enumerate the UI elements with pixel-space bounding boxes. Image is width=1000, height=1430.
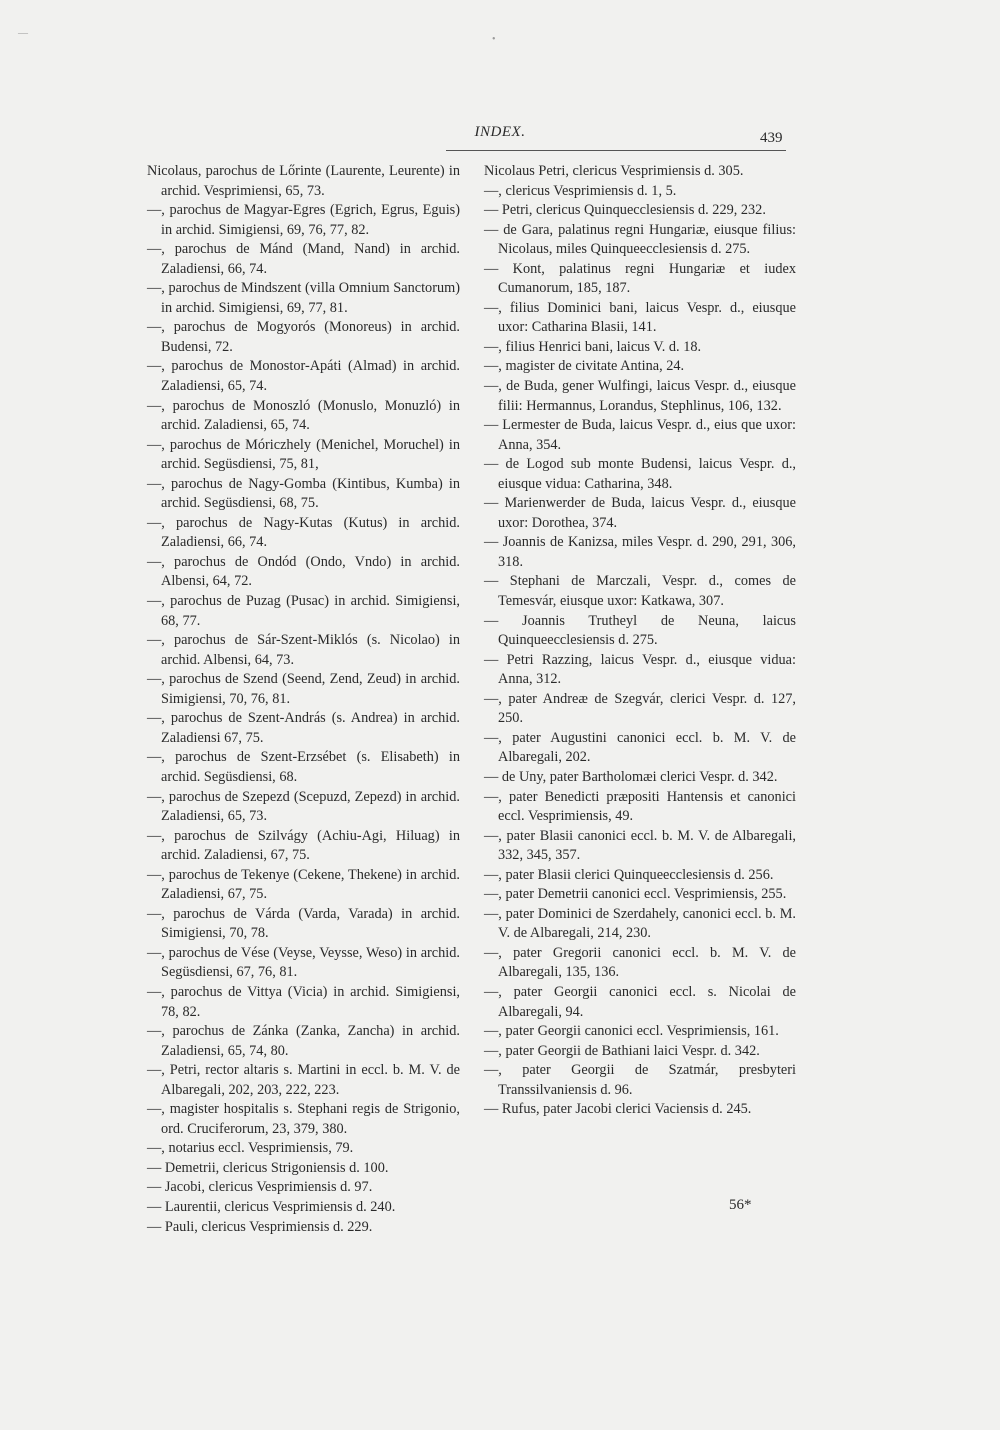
index-entry: —, parochus de Sár-Szent-Miklós (s. Nicolao) in archid. Albensi, 64, 73. [147,632,460,668]
index-entry: —, parochus de Szent-András (s. Andrea) in archid. Zaladiensi 67, 75. [147,710,460,746]
index-entry: — Kont, palatinus regni Hungariæ et iudex Cumanorum, 185, 187. [484,260,796,297]
index-entry: —, parochus de Mindszent (villa Omnium Sanctorum) in archid. Simigiensi, 69, 77, 81. [147,280,460,316]
index-entry: — Demetrii, clericus Strigoniensis d. 100. [147,1159,389,1176]
index-entry: Nicolaus, parochus de Lőrinte (Laurente, Leurente) in archid. Vesprimiensi, 65, 73. [147,163,460,199]
index-entry: —, parochus de Móriczhely (Menichel, Moruchel) in archid. Següsdiensi, 75, 81, [147,436,460,473]
index-entry: —, parochus de Mogyorós (Monoreus) in archid. Budensi, 72. [147,319,460,355]
index-entry: — de Gara, palatinus regni Hungariæ, eiusque filius: Nicolaus, miles Quinqueecclesiensis d. 275. [484,221,796,258]
index-entry: —, pater Blasii clerici Quinqueecclesiensis d. 256. [484,866,774,883]
index-entry: —, parochus de Vése (Veyse, Veysse, Weso) in archid. Següsdiensi, 67, 76, 81. [147,944,460,981]
index-entry: —, parochus de Nagy-Kutas (Kutus) in archid. Zaladiensi, 66, 74. [147,514,460,551]
right-index-column [484,162,796,1120]
index-entry: — Joannis de Kanizsa, miles Vespr. d. 290, 291, 306, 318. [484,534,796,570]
page-number: 439 [760,130,783,146]
index-entry: —, clericus Vesprimiensis d. 1, 5. [484,182,677,199]
index-entry: — Petri, clericus Quinquecclesiensis d. 229, 232. [484,202,766,219]
index-entry: —, pater Dominici de Szerdahely, canonici eccl. b. M. V. de Albaregali, 214, 230. [484,905,796,942]
index-entry: —, parochus de Tekenye (Cekene, Thekene) in archid. Zaladiensi, 67, 75. [147,866,460,903]
index-entry: —, filius Dominici bani, laicus Vespr. d., eiusque uxor: Catharina Blasii, 141. [484,299,796,336]
index-entry: —, parochus de Szend (Seend, Zend, Zeud) in archid. Simigiensi, 70, 76, 81. [147,671,460,707]
index-entry: —, parochus de Monostor-Apáti (Almad) in archid. Zaladiensi, 65, 74. [147,358,460,395]
index-entry: Nicolaus Petri, clericus Vesprimiensis d. 305. [484,163,744,179]
index-entry: —, parochus de Szilvágy (Achiu-Agi, Hiluag) in archid. Zaladiensi, 67, 75. [147,827,460,864]
index-entry: —, pater Demetrii canonici eccl. Vesprimiensis, 255. [484,886,787,903]
index-entry: —, parochus de Mánd (Mand, Nand) in archid. Zaladiensi, 66, 74. [147,241,460,277]
scan-speck: — [18,28,28,39]
index-entry: —, parochus de Zánka (Zanka, Zancha) in archid. Zaladiensi, 65, 74, 80. [147,1023,460,1059]
index-entry: —, filius Henrici bani, laicus V. d. 18. [484,338,702,355]
index-entry: — Stephani de Marczali, Vespr. d., comes de Temesvár, eiusque uxor: Katkawa, 307. [484,573,796,610]
index-entry: —, parochus de Szent-Erzsébet (s. Elisabeth) in archid. Següsdiensi, 68. [147,749,460,785]
index-entry: — Rufus, pater Jacobi clerici Vaciensis d. 245. [484,1101,752,1118]
index-entry: — de Uny, pater Bartholomæi clerici Vespr. d. 342. [484,768,778,785]
index-entry: — Lermester de Buda, laicus Vespr. d., eius que uxor: Anna, 354. [484,417,796,453]
header-rule [446,150,786,151]
index-entry: — Laurentii, clericus Vesprimiensis d. 240. [147,1198,396,1215]
index-entry: —, pater Andreæ de Szegvár, clerici Vespr. d. 127, 250. [484,690,796,727]
index-entry: —, pater Blasii canonici eccl. b. M. V. de Albaregali, 332, 345, 357. [484,827,796,864]
index-entry: —, notarius eccl. Vesprimiensis, 79. [147,1140,354,1157]
index-entry: —, parochus de Nagy-Gomba (Kintibus, Kumba) in archid. Següsdiensi, 68, 75. [147,475,460,512]
index-entry: —, parochus de Vittya (Vicia) in archid. Simigiensi, 78, 82. [147,983,460,1020]
index-entry: —, pater Georgii canonici eccl. Vesprimiensis, 161. [484,1023,779,1040]
index-entry: —, pater Augustini canonici eccl. b. M. V. de Albaregali, 202. [484,729,796,766]
index-entry: —, parochus de Monoszló (Monuslo, Monuzló) in archid. Zaladiensi, 65, 74. [147,397,460,434]
index-entry: — Joannis Trutheyl de Neuna, laicus Quinqueecclesiensis d. 275. [484,612,796,649]
running-header-title: INDEX. [474,124,526,140]
left-index-column [147,162,460,1237]
index-entry: — Jacobi, clericus Vesprimiensis d. 97. [147,1179,373,1196]
index-entry: — de Logod sub monte Budensi, laicus Vespr. d., eiusque vidua: Catharina, 348. [484,456,796,492]
index-entry: —, parochus de Várda (Varda, Varada) in archid. Simigiensi, 70, 78. [147,905,460,942]
index-entry: —, parochus de Ondód (Ondo, Vndo) in archid. Albensi, 64, 72. [147,553,460,590]
scan-speck: • [492,34,496,45]
index-entry: — Petri Razzing, laicus Vespr. d., eiusque vidua: Anna, 312. [484,651,796,688]
index-entry: — Marienwerder de Buda, laicus Vespr. d., eiusque uxor: Dorothea, 374. [484,495,796,531]
index-entry: —, parochus de Puzag (Pusac) in archid. Simigiensi, 68, 77. [147,593,460,629]
signature-mark: 56* [729,1197,752,1213]
index-entry: —, magister hospitalis s. Stephani regis de Strigonio, ord. Cruciferorum, 23, 379, 380. [147,1101,460,1137]
index-entry: —, Petri, rector altaris s. Martini in eccl. b. M. V. de Albaregali, 202, 203, 222, 223. [147,1062,460,1098]
index-entry: —, de Buda, gener Wulfingi, laicus Vespr. d., eiusque filii: Hermannus, Lorandus, Stephlinus, 106, 132. [484,378,796,414]
index-entry: —, magister de civitate Antina, 24. [484,358,685,375]
index-entry: —, pater Georgii canonici eccl. s. Nicolai de Albaregali, 94. [484,983,796,1020]
index-entry: —, pater Gregorii canonici eccl. b. M. V. de Albaregali, 135, 136. [484,944,796,981]
index-entry: — Pauli, clericus Vesprimiensis d. 229. [147,1218,373,1235]
index-entry: —, parochus de Magyar-Egres (Egrich, Egrus, Eguis) in archid. Simigiensi, 69, 76, 77, 82. [147,202,460,238]
index-entry: —, pater Georgii de Bathiani laici Vespr. d. 342. [484,1042,760,1059]
index-entry: —, pater Benedicti præpositi Hantensis et canonici eccl. Vesprimiensis, 49. [484,788,796,825]
index-entry: —, parochus de Szepezd (Scepuzd, Zepezd) in archid. Zaladiensi, 65, 73. [147,788,460,825]
index-entry: —, pater Georgii de Szatmár, presbyteri Transsilvaniensis d. 96. [484,1062,796,1098]
